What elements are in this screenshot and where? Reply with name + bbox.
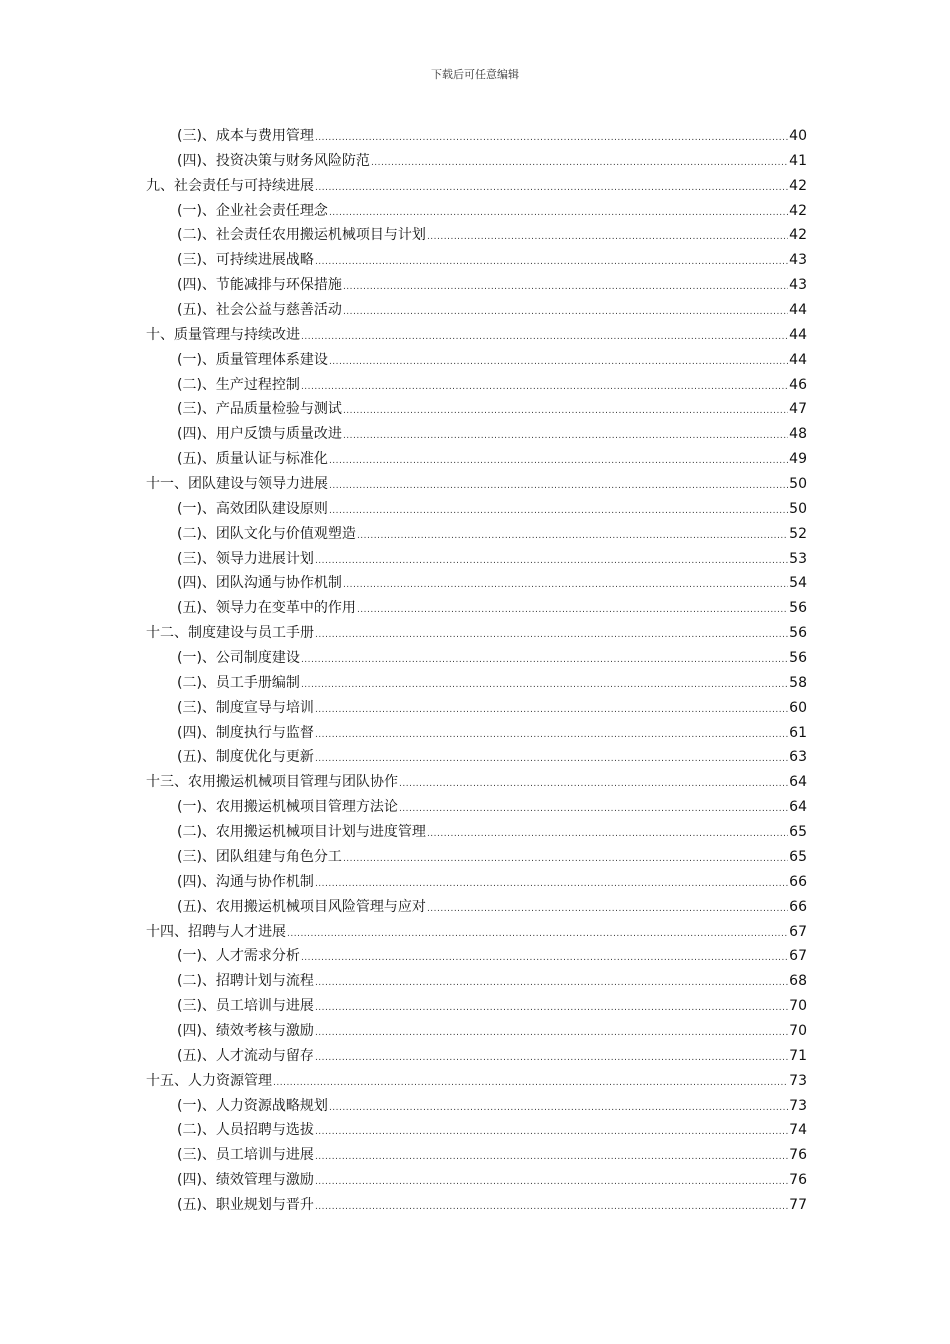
toc-section-entry[interactable]	[0, 348, 950, 373]
toc-entry-title: 十五、人力资源管理	[146, 1072, 272, 1089]
toc-entry-title: 十三、农用搬运机械项目管理与团队协作	[146, 774, 398, 791]
toc-entry-page-number: 44	[789, 351, 807, 368]
toc-dot-leader	[315, 1195, 788, 1220]
toc-section-entry[interactable]	[0, 298, 950, 323]
toc-entry-page-number: 42	[789, 202, 807, 219]
toc-section-entry[interactable]	[0, 422, 950, 447]
toc-dot-leader	[301, 375, 788, 400]
toc-entry-page-number: 68	[789, 973, 807, 990]
toc-section-entry[interactable]	[0, 373, 950, 398]
toc-entry-page-number: 63	[789, 749, 807, 766]
toc-dot-leader	[427, 225, 788, 250]
toc-entry-page-number: 42	[789, 227, 807, 244]
toc-section-entry[interactable]	[0, 124, 950, 149]
toc-entry-title: (三)、制度宣导与培训	[177, 699, 314, 716]
toc-dot-leader	[343, 300, 788, 325]
toc-entry-title: (四)、沟通与协作机制	[177, 873, 314, 890]
toc-entry-page-number: 76	[789, 1147, 807, 1164]
toc-dot-leader	[343, 275, 788, 300]
toc-entry-page-number: 70	[789, 1022, 807, 1039]
toc-dot-leader	[301, 325, 788, 350]
toc-section-entry[interactable]	[0, 1193, 950, 1218]
toc-entry-title: (二)、招聘计划与流程	[177, 973, 314, 990]
toc-dot-leader	[315, 1021, 788, 1046]
toc-entry-title: (三)、成本与费用管理	[177, 128, 314, 144]
toc-entry-title: (一)、高效团队建设原则	[177, 500, 328, 517]
toc-entry-title: 十二、制度建设与员工手册	[146, 625, 314, 642]
toc-dot-leader	[329, 449, 788, 474]
toc-entry-title: (一)、公司制度建设	[177, 650, 300, 667]
toc-entry-title: (五)、农用搬运机械项目风险管理与应对	[177, 898, 426, 915]
toc-entry-page-number: 43	[789, 277, 807, 294]
toc-entry-page-number: 66	[789, 898, 807, 915]
toc-entry-title: (一)、人力资源战略规划	[177, 1097, 328, 1114]
toc-dot-leader	[287, 922, 788, 947]
toc-entry-page-number: 44	[789, 326, 807, 343]
toc-dot-leader	[329, 350, 788, 375]
toc-section-entry[interactable]	[0, 223, 950, 248]
toc-entry-title: (二)、团队文化与价值观塑造	[177, 525, 356, 542]
toc-entry-page-number: 77	[789, 1196, 807, 1213]
toc-dot-leader	[301, 673, 788, 698]
toc-dot-leader	[315, 723, 788, 748]
toc-section-entry[interactable]	[0, 646, 950, 671]
toc-entry-page-number: 76	[789, 1172, 807, 1189]
toc-dot-leader	[427, 897, 788, 922]
toc-dot-leader	[315, 1046, 788, 1071]
toc-dot-leader	[315, 126, 788, 151]
toc-dot-leader	[357, 598, 788, 623]
toc-entry-title: (一)、农用搬运机械项目管理方法论	[177, 799, 398, 816]
toc-entry-page-number: 42	[789, 177, 807, 194]
toc-entry-title: (三)、领导力进展计划	[177, 550, 314, 567]
toc-dot-leader	[315, 1145, 788, 1170]
toc-section-entry[interactable]	[0, 671, 950, 696]
toc-section-entry[interactable]	[0, 721, 950, 746]
toc-section-entry[interactable]	[0, 199, 950, 224]
toc-entry-page-number: 73	[789, 1072, 807, 1089]
toc-entry-page-number: 67	[789, 948, 807, 965]
toc-entry-page-number: 60	[789, 699, 807, 716]
toc-chapter-entry[interactable]	[0, 770, 950, 795]
toc-entry-title: (二)、员工手册编制	[177, 674, 300, 691]
toc-entry-page-number: 56	[789, 600, 807, 617]
toc-section-entry[interactable]	[0, 497, 950, 522]
toc-entry-title: (三)、团队组建与角色分工	[177, 848, 342, 865]
toc-entry-page-number: 40	[789, 128, 807, 144]
toc-dot-leader	[315, 250, 788, 275]
toc-dot-leader	[273, 1071, 788, 1096]
toc-entry-title: 九、社会责任与可持续进展	[146, 177, 314, 194]
toc-section-entry[interactable]	[0, 870, 950, 895]
toc-dot-leader	[329, 499, 788, 524]
toc-dot-leader	[315, 996, 788, 1021]
toc-entry-page-number: 64	[789, 799, 807, 816]
toc-dot-leader	[343, 424, 788, 449]
table-of-contents	[0, 124, 950, 1218]
toc-dot-leader	[329, 1096, 788, 1121]
toc-entry-title: 十、质量管理与持续改进	[146, 326, 300, 343]
toc-dot-leader	[343, 847, 788, 872]
toc-entry-title: (五)、职业规划与晋升	[177, 1196, 314, 1213]
toc-entry-page-number: 43	[789, 252, 807, 269]
toc-entry-page-number: 41	[789, 152, 807, 169]
toc-section-entry[interactable]	[0, 596, 950, 621]
toc-entry-title: (一)、人才需求分析	[177, 948, 300, 965]
toc-entry-page-number: 66	[789, 873, 807, 890]
toc-section-entry[interactable]	[0, 745, 950, 770]
toc-dot-leader	[329, 201, 788, 226]
toc-entry-page-number: 70	[789, 998, 807, 1015]
toc-dot-leader	[315, 1120, 788, 1145]
toc-section-entry[interactable]	[0, 522, 950, 547]
toc-entry-title: (一)、质量管理体系建设	[177, 351, 328, 368]
toc-section-entry[interactable]	[0, 273, 950, 298]
toc-entry-title: 十一、团队建设与领导力进展	[146, 476, 328, 493]
toc-section-entry[interactable]	[0, 1143, 950, 1168]
toc-section-entry[interactable]	[0, 820, 950, 845]
toc-dot-leader	[315, 971, 788, 996]
toc-entry-page-number: 64	[789, 774, 807, 791]
toc-chapter-entry[interactable]	[0, 920, 950, 945]
toc-entry-page-number: 67	[789, 923, 807, 940]
toc-entry-title: (四)、投资决策与财务风险防范	[177, 152, 370, 169]
toc-section-entry[interactable]	[0, 795, 950, 820]
toc-entry-title: (五)、社会公益与慈善活动	[177, 302, 342, 319]
toc-entry-page-number: 50	[789, 500, 807, 517]
toc-section-entry[interactable]	[0, 1094, 950, 1119]
toc-entry-title: (二)、生产过程控制	[177, 376, 300, 393]
toc-dot-leader	[315, 623, 788, 648]
toc-dot-leader	[343, 399, 788, 424]
toc-section-entry[interactable]	[0, 895, 950, 920]
toc-section-entry[interactable]	[0, 969, 950, 994]
toc-entry-page-number: 61	[789, 724, 807, 741]
toc-entry-page-number: 46	[789, 376, 807, 393]
toc-entry-title: (四)、制度执行与监督	[177, 724, 314, 741]
toc-entry-title: (五)、制度优化与更新	[177, 749, 314, 766]
toc-section-entry[interactable]	[0, 1044, 950, 1069]
toc-section-entry[interactable]	[0, 845, 950, 870]
toc-entry-title: (一)、企业社会责任理念	[177, 202, 328, 219]
toc-entry-page-number: 49	[789, 451, 807, 468]
toc-dot-leader	[399, 772, 788, 797]
toc-entry-page-number: 65	[789, 848, 807, 865]
toc-entry-title: (三)、可持续进展战略	[177, 252, 314, 269]
toc-chapter-entry[interactable]	[0, 472, 950, 497]
toc-entry-page-number: 71	[789, 1047, 807, 1064]
toc-chapter-entry[interactable]	[0, 323, 950, 348]
toc-section-entry[interactable]	[0, 447, 950, 472]
toc-dot-leader	[315, 698, 788, 723]
toc-entry-title: (五)、领导力在变革中的作用	[177, 600, 356, 617]
toc-dot-leader	[315, 1170, 788, 1195]
toc-entry-page-number: 58	[789, 674, 807, 691]
toc-chapter-entry[interactable]	[0, 621, 950, 646]
toc-dot-leader	[315, 872, 788, 897]
toc-section-entry[interactable]	[0, 1019, 950, 1044]
toc-chapter-entry[interactable]	[0, 1069, 950, 1094]
toc-chapter-entry[interactable]	[0, 174, 950, 199]
toc-entry-title: (五)、质量认证与标准化	[177, 451, 328, 468]
toc-section-entry[interactable]	[0, 547, 950, 572]
toc-entry-title: (四)、绩效考核与激励	[177, 1022, 314, 1039]
toc-dot-leader	[343, 573, 788, 598]
toc-entry-page-number: 48	[789, 426, 807, 443]
toc-entry-title: (三)、产品质量检验与测试	[177, 401, 342, 418]
toc-entry-title: (二)、人员招聘与选拔	[177, 1122, 314, 1139]
toc-dot-leader	[315, 176, 788, 201]
toc-entry-page-number: 73	[789, 1097, 807, 1114]
toc-section-entry[interactable]	[0, 1168, 950, 1193]
toc-section-entry[interactable]	[0, 248, 950, 273]
toc-entry-page-number: 47	[789, 401, 807, 418]
toc-dot-leader	[315, 549, 788, 574]
toc-dot-leader	[427, 822, 788, 847]
toc-dot-leader	[371, 151, 788, 176]
toc-entry-title: (二)、社会责任农用搬运机械项目与计划	[177, 227, 426, 244]
toc-entry-title: (四)、用户反馈与质量改进	[177, 426, 342, 443]
toc-entry-title: (四)、节能减排与环保措施	[177, 277, 342, 294]
toc-section-entry[interactable]	[0, 994, 950, 1019]
toc-entry-page-number: 54	[789, 575, 807, 592]
toc-entry-page-number: 56	[789, 625, 807, 642]
toc-dot-leader	[315, 747, 788, 772]
toc-entry-title: (四)、绩效管理与激励	[177, 1172, 314, 1189]
toc-entry-title: (四)、团队沟通与协作机制	[177, 575, 342, 592]
toc-entry-title: (三)、员工培训与进展	[177, 1147, 314, 1164]
toc-entry-page-number: 74	[789, 1122, 807, 1139]
toc-entry-title: (二)、农用搬运机械项目计划与进度管理	[177, 824, 426, 841]
toc-dot-leader	[399, 797, 788, 822]
toc-section-entry[interactable]	[0, 944, 950, 969]
toc-entry-title: (三)、员工培训与进展	[177, 998, 314, 1015]
toc-entry-page-number: 56	[789, 650, 807, 667]
toc-entry-page-number: 65	[789, 824, 807, 841]
toc-entry-page-number: 53	[789, 550, 807, 567]
toc-section-entry[interactable]	[0, 1118, 950, 1143]
toc-section-entry[interactable]	[0, 696, 950, 721]
toc-section-entry[interactable]	[0, 571, 950, 596]
page-header: 下载后可任意编辑	[431, 68, 519, 81]
toc-entry-page-number: 52	[789, 525, 807, 542]
toc-entry-title: 十四、招聘与人才进展	[146, 923, 286, 940]
toc-dot-leader	[329, 474, 788, 499]
toc-section-entry[interactable]	[0, 149, 950, 174]
toc-dot-leader	[357, 524, 788, 549]
toc-entry-page-number: 44	[789, 302, 807, 319]
toc-section-entry[interactable]	[0, 397, 950, 422]
toc-dot-leader	[301, 946, 788, 971]
toc-entry-page-number: 50	[789, 476, 807, 493]
toc-dot-leader	[301, 648, 788, 673]
toc-entry-title: (五)、人才流动与留存	[177, 1047, 314, 1064]
